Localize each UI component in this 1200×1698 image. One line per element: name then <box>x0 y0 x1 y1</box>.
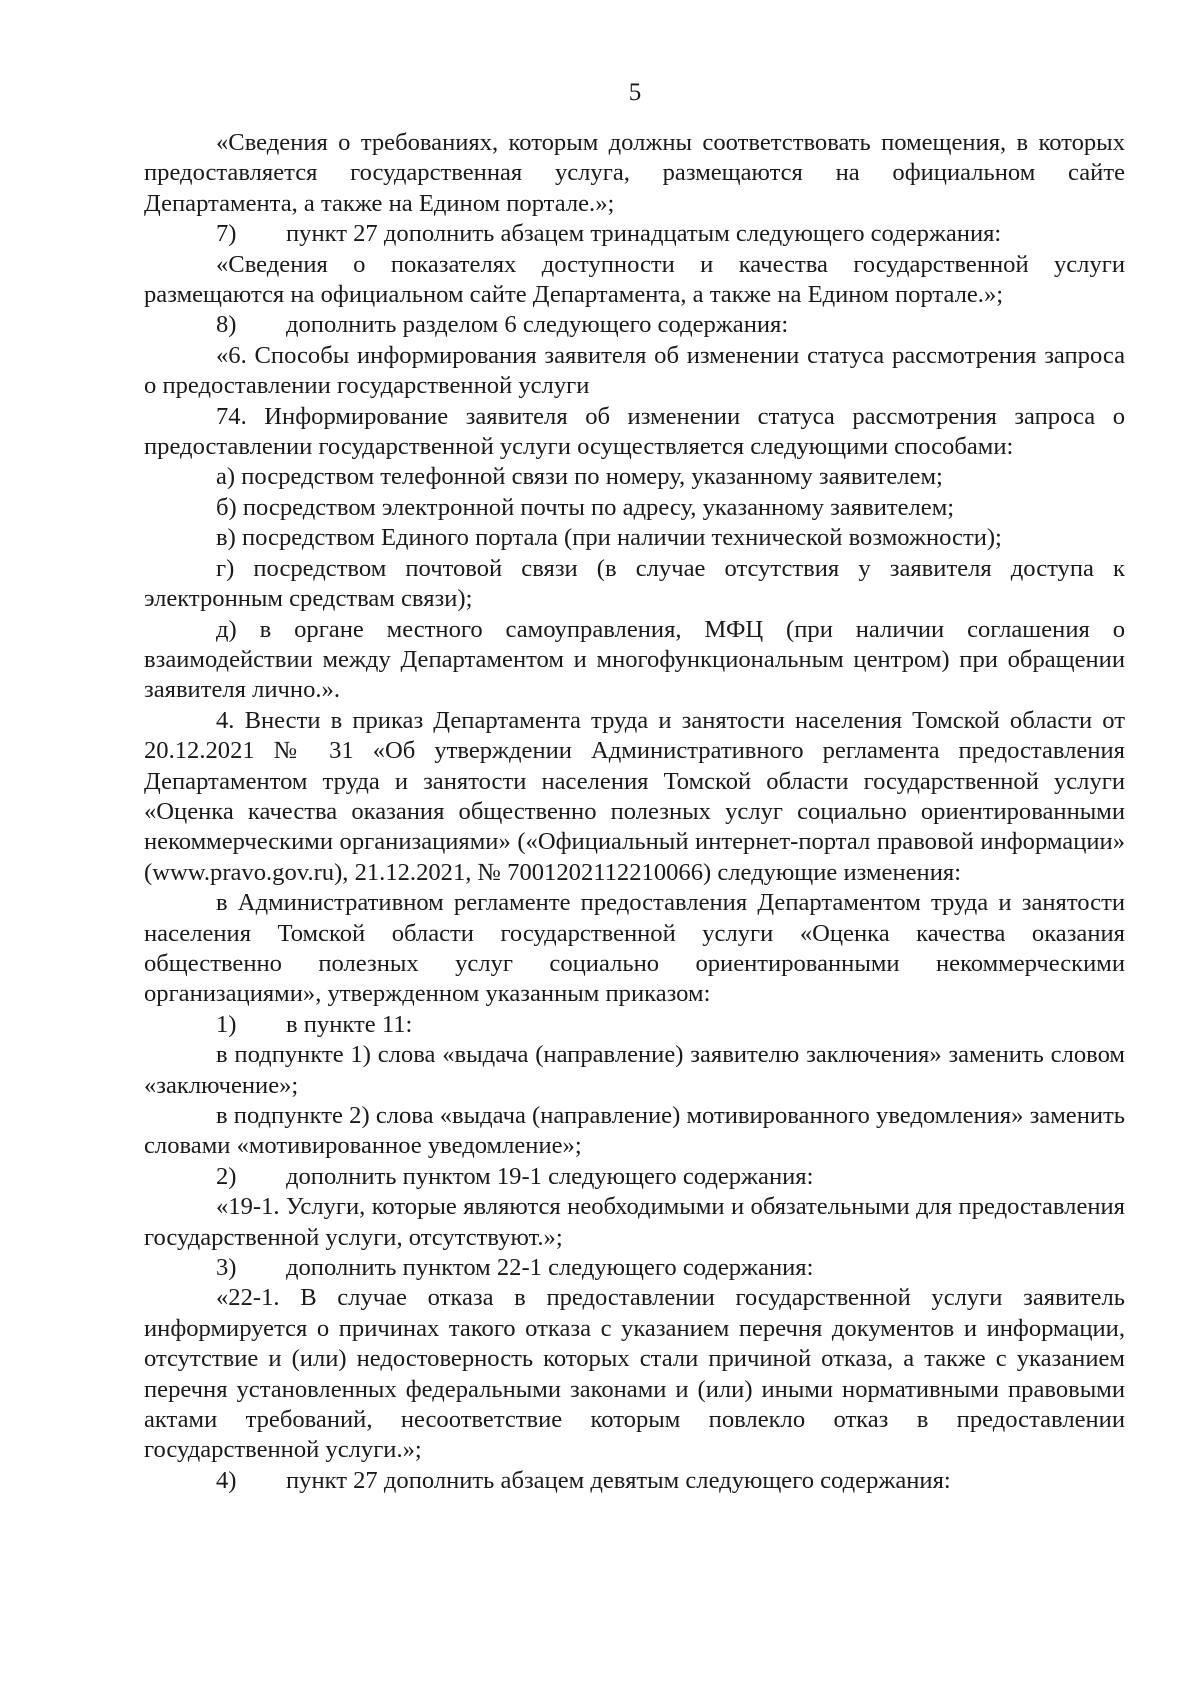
subitem-d: д) в органе местного самоуправления, МФЦ (при наличии соглашения о взаимодействии между Департаментом и многофункциональным центром) при обращении заявителя лично.». <box>144 615 1125 704</box>
paragraph-quote-22-1: «22-1. В случае отказа в предоставлении государственной услуги заявитель информируется о причинах такого отказа с указанием перечня документов и информации, отсутствие и (или) недостоверность которых стали причиной отказа, а также с указанием перечня установленных федеральными законами и (или) иными нормативными правовыми актами требований, несоответствие которым повлекло отказ в предоставлении государственной услуги.»; <box>144 1284 1125 1464</box>
item-text: дополнить пунктом 19-1 следующего содержания: <box>286 1162 814 1190</box>
item-text: дополнить пунктом 22-1 следующего содержания: <box>286 1254 814 1282</box>
list-item-3 <box>144 1253 1125 1283</box>
list-item-8 <box>144 310 1125 340</box>
subitem-g: г) посредством почтовой связи (в случае отсутствия у заявителя доступа к электронным средствам связи); <box>144 554 1125 613</box>
list-item-1 <box>144 1010 1125 1040</box>
item-number: 3) <box>216 1254 237 1282</box>
item-number: 4) <box>216 1466 237 1494</box>
paragraph-subitem-1: в подпункте 1) слова «выдача (направление) заявителю заключения» заменить словом «заключение»; <box>144 1041 1125 1099</box>
item-text: дополнить разделом 6 следующего содержания: <box>286 311 789 339</box>
section-6-heading: «6. Способы информирования заявителя об изменении статуса рассмотрения запроса о предоставлении государственной услуги <box>144 341 1125 400</box>
paragraph-regulation-intro: в Административном регламенте предоставления Департаментом труда и занятости населения Томской области государственной услуги «Оценка качества оказания общественно полезных услуг социально ориентированными некоммерческими организациями», утвержденном указанным приказом: <box>144 889 1125 1008</box>
list-item-4 <box>144 1466 1125 1496</box>
item-number: 8) <box>216 311 237 339</box>
item-text: в пункте 11: <box>286 1010 413 1038</box>
item-number: 1) <box>216 1010 237 1038</box>
subitem-a: а) посредством телефонной связи по номеру, указанному заявителем; <box>216 463 943 491</box>
paragraph-74: 74. Информирование заявителя об изменении статуса рассмотрения запроса о предоставлении государственной услуги осуществляется следующими способами: <box>144 402 1125 461</box>
item-number: 2) <box>216 1162 237 1190</box>
list-item-7 <box>144 219 1125 249</box>
paragraph-4-amendment: 4. Внести в приказ Департамента труда и занятости населения Томской области от 20.12.2021 № 31 «Об утверждении Административного регламента предоставления Департаментом труда и занятости населения Томской области государственной услуги «Оценка качества оказания общественно полезных услуг социально ориентированными некоммерческими организациями» («Официальный интернет-портал правовой информации» (www.pravo.gov.ru), 21.12.2021, № 7001202112210066) следующие изменения: <box>144 706 1125 886</box>
item-text: пункт 27 дополнить абзацем тринадцатым следующего содержания: <box>286 220 1002 248</box>
subitem-b: б) посредством электронной почты по адресу, указанному заявителем; <box>216 493 955 521</box>
list-item-2 <box>144 1162 1125 1192</box>
document-body <box>144 128 1125 1496</box>
item-text: пункт 27 дополнить абзацем девятым следующего содержания: <box>286 1466 951 1494</box>
item-number: 7) <box>216 220 237 248</box>
paragraph-subitem-2: в подпункте 2) слова «выдача (направление) мотивированного уведомления» заменить словами «мотивированное уведомление»; <box>144 1102 1125 1160</box>
page-number: 5 <box>628 79 642 106</box>
paragraph-quote-19-1: «19-1. Услуги, которые являются необходимыми и обязательными для предоставления государственной услуги, отсутствуют.»; <box>144 1193 1125 1251</box>
paragraph-quote-indicators: «Сведения о показателях доступности и качества государственной услуги размещаются на официальном сайте Департамента, а также на Едином портале.»; <box>144 250 1125 309</box>
paragraph-quote-premises: «Сведения о требованиях, которым должны соответствовать помещения, в которых предоставляется государственная услуга, размещаются на официальном сайте Департамента, а также на Едином портале.»; <box>144 129 1125 217</box>
subitem-v: в) посредством Единого портала (при наличии технической возможности); <box>216 524 1002 552</box>
